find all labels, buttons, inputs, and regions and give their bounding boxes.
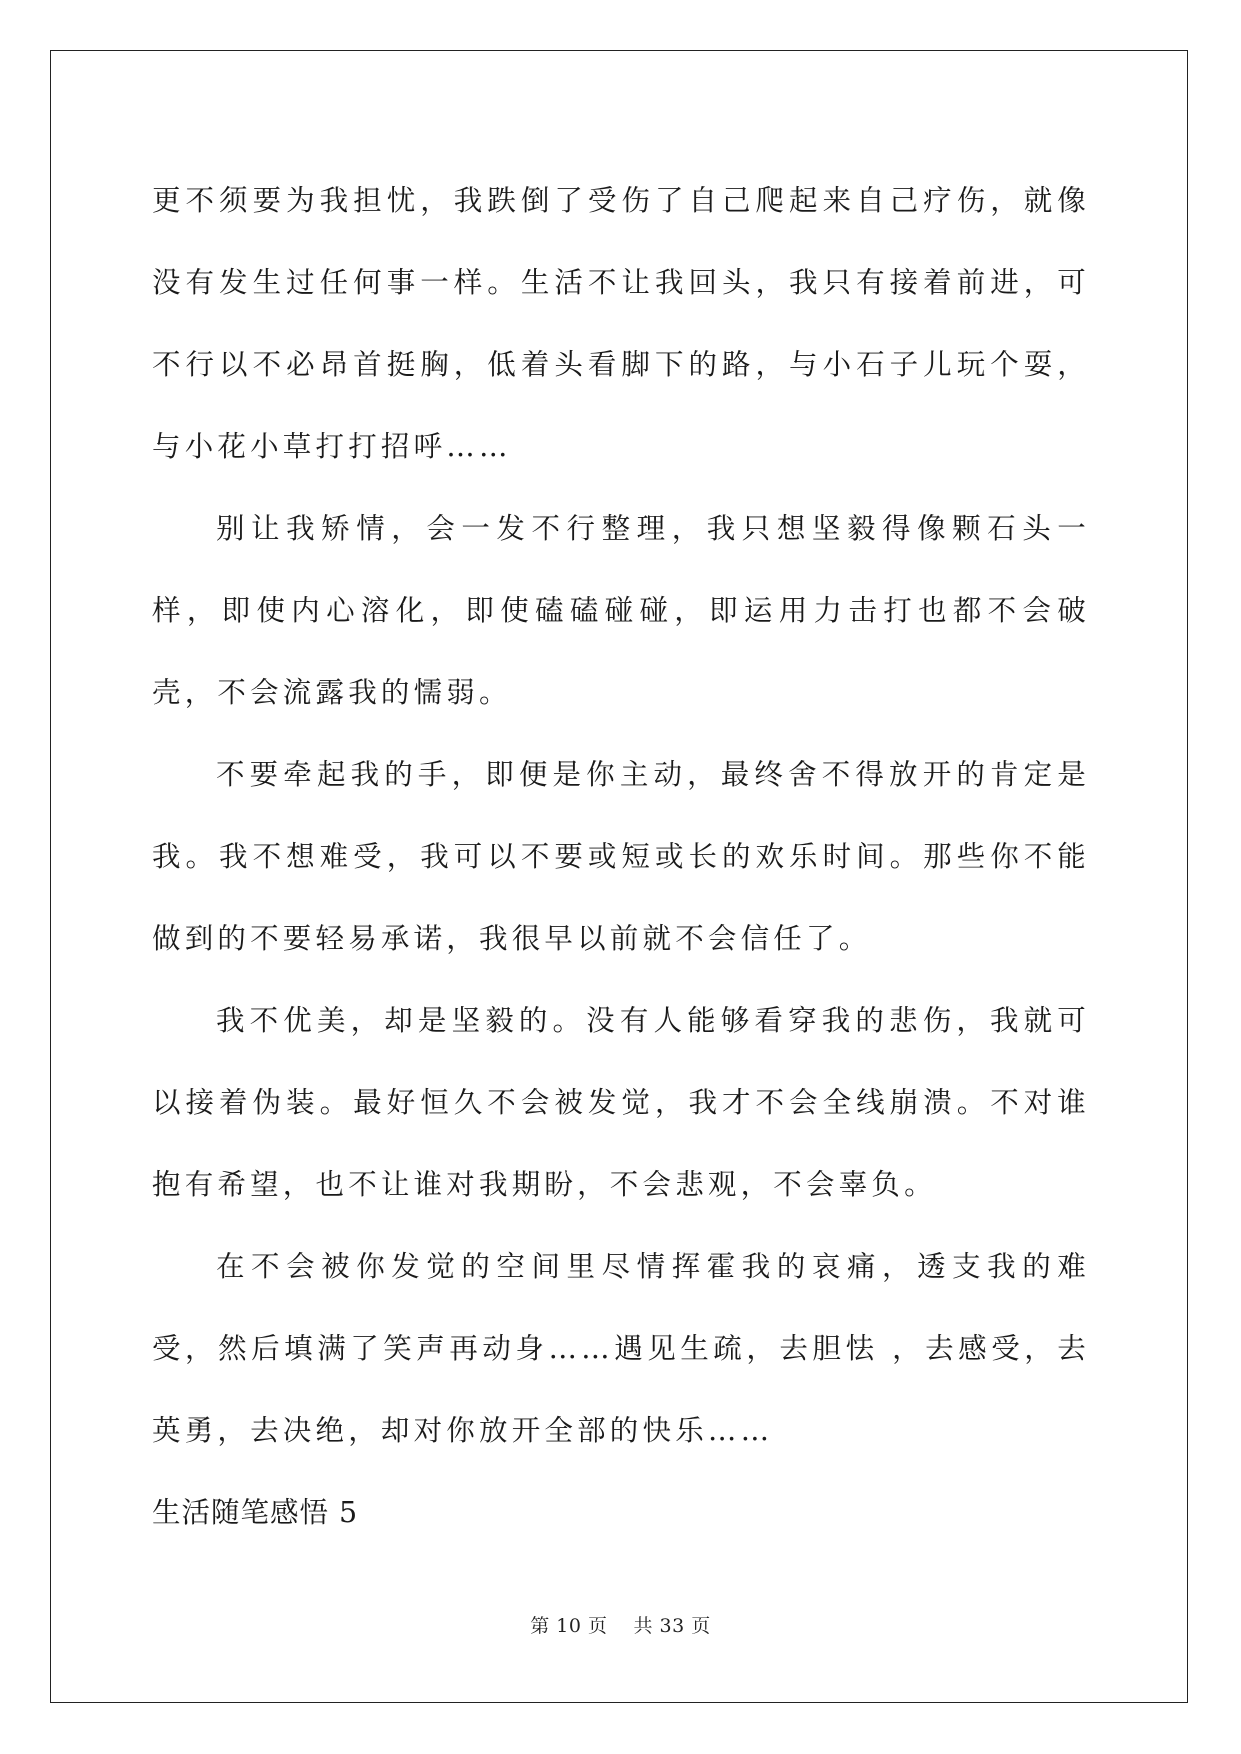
paragraph-5: 在不会被你发觉的空间里尽情挥霍我的哀痛，透支我的难受，然后填满了笑声再动身……遇见生疏，去胆怯 ，去感受，去英勇，去决绝，却对你放开全部的快乐…… [152,1250,1090,1447]
page-footer [0,1611,1241,1638]
paragraph-4: 我不优美，却是坚毅的。没有人能够看穿我的悲伤，我就可以接着伪装。最好恒久不会被发觉，我才不会全线崩溃。不对谁抱有希望，也不让谁对我期盼，不会悲观，不会辜负。 [152,1004,1090,1201]
document-body [152,160,1090,1554]
paragraph-3: 不要牵起我的手，即便是你主动，最终舍不得放开的肯定是我。我不想难受，我可以不要或短或长的欢乐时间。那些你不能做到的不要轻易承诺，我很早以前就不会信任了。 [152,758,1090,955]
paragraph-2: 别让我矫情，会一发不行整理，我只想坚毅得像颗石头一样，即使内心溶化，即使磕磕碰碰，即运用力击打也都不会破壳，不会流露我的懦弱。 [152,512,1090,709]
paragraph-1: 更不须要为我担忧，我跌倒了受伤了自己爬起来自己疗伤，就像没有发生过任何事一样。生活不让我回头，我只有接着前进，可不行以不必昂首挺胸，低着头看脚下的路，与小石子儿玩个耍，与小花小草打打招呼…… [152,184,1090,463]
section-title: 生活随笔感悟 5 [152,1496,359,1529]
page-number: 第 10 页 共 33 页 [530,1615,711,1637]
